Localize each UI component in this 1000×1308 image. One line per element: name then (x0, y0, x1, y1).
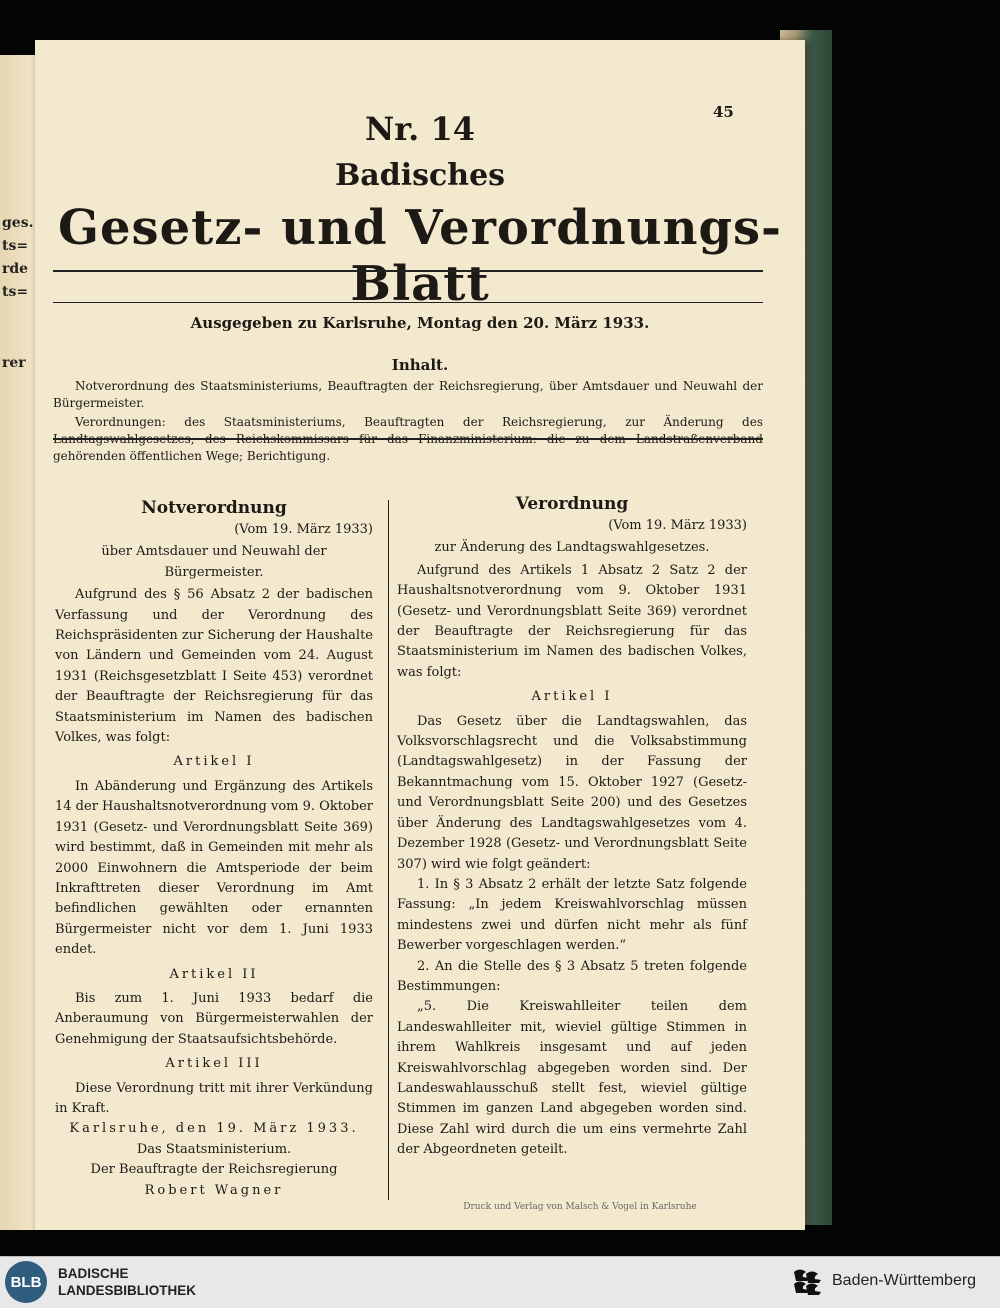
right-subject: zur Änderung des Landtagswahlgesetzes. (434, 540, 710, 556)
column-divider (388, 500, 389, 1200)
left-page-fragment: ts= (2, 238, 29, 254)
blb-name[interactable] (58, 1265, 196, 1299)
printer-line: Druck und Verlag von Malsch & Vogel in Karlsruhe (463, 1202, 697, 1212)
right-article-1-heading: Artikel I (531, 689, 613, 705)
left-article-3: Diese Verordnung tritt mit ihrer Verkündung in Kraft. (55, 1080, 373, 1116)
right-item-1: 1. In § 3 Absatz 2 erhält der letzte Satz folgende Fassung: „In jedem Kreiswahlvorschlag müssen mindestens zwei und dürfen nicht mehr als fünf Bewerber vorgeschlagen werden.“ (397, 876, 747, 954)
right-heading: Verordnung (515, 494, 629, 514)
issue-number: Nr. 14 (365, 110, 475, 148)
masthead-title: Gesetz- und Verordnungs-Blatt (58, 200, 782, 312)
contents-entry: Notverordnung des Staatsministeriums, Beauftragten der Reichsregierung, über Amtsdauer und Neuwahl der Bürgermeister. (53, 379, 763, 410)
contents-list (53, 378, 763, 467)
left-heading: Notverordnung (141, 498, 287, 518)
signing-authority: Das Staatsministerium. (136, 1141, 292, 1157)
left-column (55, 496, 373, 1201)
left-page-fragment: rde (2, 261, 29, 277)
divider (53, 438, 763, 440)
right-item-2-text: „5. Die Kreiswahlleiter teilen dem Landeswahlleiter mit, wieviel gültige Stimmen in ihrem Wahlkreis insgesamt und auf jeden Kreiswahlvorschlag abgegeben worden sind. Der Landeswahlausschuß stellt fest, wieviel gültige Stimmen im ganzen Land abgegeben worden sind. Diese Zahl wird durch die um eins vermehrte Zahl der Abgeordneten geteilt. (397, 999, 747, 1158)
signing-role: Der Beauftragte der Reichsregierung (90, 1162, 338, 1178)
left-article-2-heading: Artikel II (169, 966, 259, 982)
right-column (397, 492, 747, 1161)
bw-name[interactable]: Baden-Württemberg (832, 1272, 977, 1289)
place-date: Karlsruhe, den 19. März 1933. (69, 1121, 359, 1137)
right-preamble: Aufgrund des Artikels 1 Absatz 2 Satz 2 der Haushaltsnotverordnung vom 9. Oktober 1931 (Gesetz- und Verordnungsblatt Seite 369) verordnet der Beauftragte der Reichsregierung für das Staatsministerium im Namen des badischen Volkes, was folgt: (397, 562, 747, 680)
right-date: (Vom 19. März 1933) (608, 518, 747, 533)
blb-logo-icon[interactable]: BLB (5, 1261, 47, 1303)
bw-lions-icon[interactable] (790, 1266, 822, 1300)
divider (53, 270, 763, 272)
left-preamble: Aufgrund des § 56 Absatz 2 der badischen Verfassung und der Verordnung des Reichspräsidenten zur Sicherung der Haushalte von Ländern und Gemeinden vom 24. August 1931 (Reichsgesetzblatt I Seite 453) verordnet der Beauftragte der Reichsregierung für das Staatsministerium im Namen des badischen Volkes, was folgt: (55, 587, 373, 746)
masthead-subtitle: Badisches (334, 158, 506, 193)
divider (53, 302, 763, 303)
left-article-1-heading: Artikel I (173, 754, 255, 770)
left-date: (Vom 19. März 1933) (234, 522, 373, 537)
left-page-fragment: rer (2, 355, 26, 371)
left-article-3-heading: Artikel III (165, 1056, 263, 1072)
left-page-fragment: ts= (2, 284, 29, 300)
contents-entry: Verordnungen: des Staatsministeriums, Beauftragten der Reichsregierung, zur Änderung des Landtagswahlgesetzes; des Reichskommissars für das Finanzministerium: die zu dem Landstraßenverband gehörenden öffentlichen Wege; Berichtigung. (53, 415, 763, 463)
left-subject: über Amtsdauer und Neuwahl der Bürgermeister. (101, 544, 327, 580)
left-page-fragment: ges. (2, 215, 34, 231)
signatory-name: Robert Wagner (144, 1182, 284, 1198)
page-number: 45 (713, 103, 734, 121)
right-item-2: 2. An die Stelle des § 3 Absatz 5 treten folgende Bestimmungen: (397, 958, 747, 994)
blb-name-line-2: LANDESBIBLIOTHEK (58, 1283, 196, 1298)
left-article-2: Bis zum 1. Juni 1933 bedarf die Anberaumung von Bürgermeisterwahlen der Genehmigung der Staatsaufsichtsbehörde. (55, 990, 373, 1047)
document-page (35, 40, 805, 1230)
right-article-1: Das Gesetz über die Landtagswahlen, das Volksvorschlagsrecht und die Volksabstimmung (Landtagswahlgesetz) in der Fassung der Bekanntmachung vom 15. Oktober 1927 (Gesetz- und Verordnungsblatt Seite 200) und des Gesetzes über Änderung des Landtagswahlgesetzes vom 4. Dezember 1928 (Gesetz- und Verordnungsblatt Seite 307) wird wie folgt geändert: (397, 713, 747, 872)
issue-date-line: Ausgegeben zu Karlsruhe, Montag den 20. März 1933. (190, 314, 650, 332)
contents-heading: Inhalt. (391, 356, 449, 374)
blb-name-line-1: BADISCHE (58, 1266, 129, 1281)
viewer-footer (0, 1256, 1000, 1308)
left-article-1: In Abänderung und Ergänzung des Artikels 14 der Haushaltsnotverordnung vom 9. Oktober 1931 (Gesetz- und Verordnungsblatt Seite 369) wird bestimmt, daß in Gemeinden mit mehr als 2000 Einwohnern die Amtsperiode der beim Inkrafttreten dieser Verordnung im Amt befindlichen gewählten oder ernannten Bürgermeister nicht vor dem 1. Juni 1933 endet. (55, 778, 373, 958)
